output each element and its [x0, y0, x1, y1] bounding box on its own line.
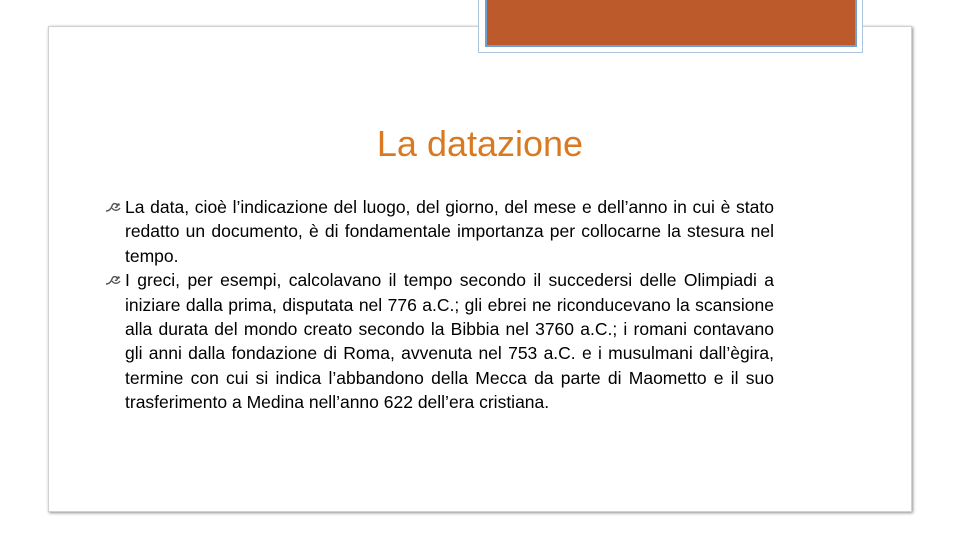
slide-title: La datazione [376, 123, 584, 164]
bullet-text: La data, cioè l’indicazione del luogo, del giorno, del mese e dell’anno in cui è stato redatto un documento, è di fondamentale importanza per collocarne la stesura nel tempo. [125, 197, 774, 266]
fleuron-bullet-icon [105, 275, 121, 286]
bullet-list [102, 195, 774, 415]
bullet-text: I greci, per esempi, calcolavano il tempo secondo il succedersi delle Olimpiadi a iniziare dalla prima, disputata nel 776 a.C.; gli ebrei ne riconducevano la scansione alla durata del mondo creato secondo la Bibbia nel 3760 a.C.; i romani contavano gli anni dalla fondazione di Roma, avvenuta nel 753 a.C. e i musulmani dall’ègira, termine con cui si indica l’abbandono della Mecca da parte di Maometto e il suo trasferimento a Medina nell’anno 622 dell’era cristiana. [125, 270, 774, 413]
bullet-item-calendars [102, 268, 774, 414]
accent-box [485, 0, 857, 47]
bullet-item-date-definition [102, 195, 774, 268]
fleuron-bullet-icon [105, 202, 121, 213]
